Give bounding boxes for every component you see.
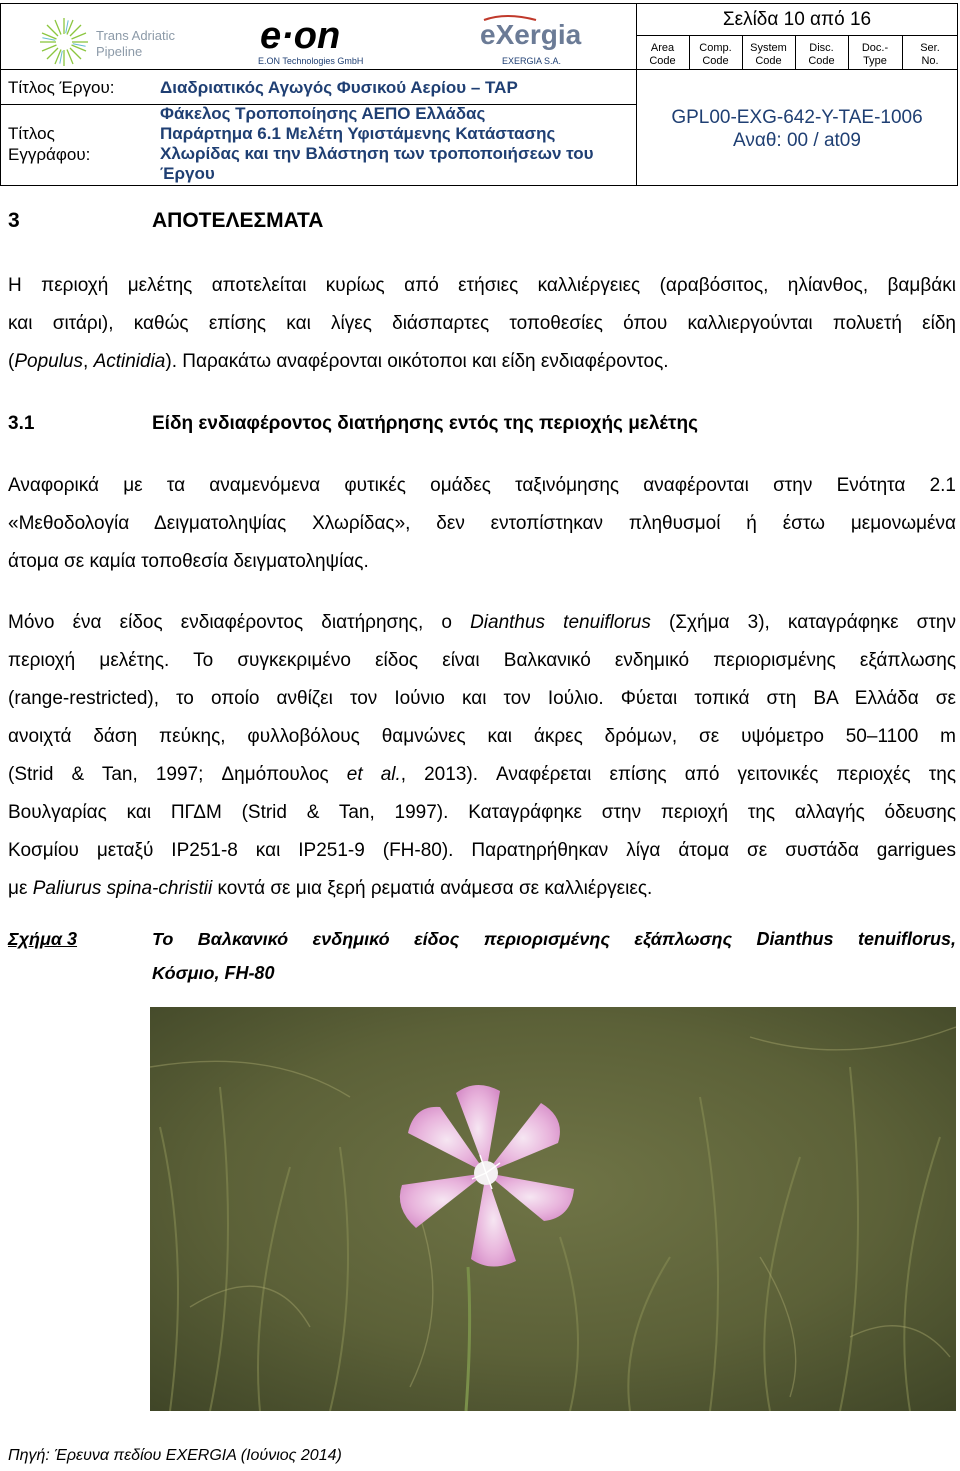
code-header-disc: Disc. Code xyxy=(808,42,835,67)
figure-source: Πηγή: Έρευνα πεδίου EXERGIA (Ιούνιος 2014) xyxy=(8,1447,342,1464)
figure-label: Σχήμα 3 xyxy=(8,929,78,949)
code-header-system: System Code xyxy=(750,42,787,67)
section-number: 3 xyxy=(8,209,20,232)
flower-photo xyxy=(150,1007,956,1411)
project-title: Διαδριατικός Αγωγός Φυσικού Αερίου – TAP xyxy=(160,78,518,97)
doc-title: Φάκελος Τροποποίησης ΑΕΠΟ Ελλάδας Παράρτημα 6.1 Μελέτη Υφιστάμενης Κατάστασης Χλωρίδας και την Βλάστηση των τροποποιήσεων του Έργου xyxy=(160,104,594,183)
revision: Αναθ: 00 / at09 xyxy=(733,130,861,151)
project-title-label: Τίτλος Έργου: xyxy=(8,78,115,97)
doc-title-label-1: Τίτλος xyxy=(8,124,55,143)
code-header-serno: Ser. No. xyxy=(920,42,940,67)
subsection-title: Είδη ενδιαφέροντος διατήρησης εντός της περιοχής μελέτης xyxy=(152,413,698,434)
figure-caption-line-1: Το Βαλκανικό ενδημικό είδος περιορισμένης εξάπλωσης Dianthus tenuiflorus, xyxy=(152,929,956,949)
code-header-comp: Comp. Code xyxy=(699,42,732,67)
code-header-doctype: Doc.- Type xyxy=(861,42,889,67)
tap-logo-text-1: Trans Adriatic xyxy=(96,28,175,43)
header-divider xyxy=(636,35,958,36)
document-code: GPL00-EXG-642-Y-TAE-1006 xyxy=(671,107,923,128)
section-title: ΑΠΟΤΕΛΕΣΜΑΤΑ xyxy=(152,209,324,232)
tap-logo xyxy=(38,14,188,70)
eon-subtitle: E.ON Technologies GmbH xyxy=(258,56,364,66)
paragraph-1: Αναφορικά με τα αναμενόμενα φυτικές ομάδες ταξινόμησης αναφέρονται στην Ενότητα 2.1 «Μεθοδολογία Δειγματοληψίας Χλωρίδας», δεν εντοπίστηκαν πληθυσμοί ή έστω μεμονωμένα άτομα σε καμία τοποθεσία δειγματοληψίας. xyxy=(8,475,956,572)
svg-text:eXergia: eXergia xyxy=(480,19,582,50)
figure-caption-line-2: Κόσμιο, FH-80 xyxy=(152,963,275,983)
exergia-subtitle: EXERGIA S.A. xyxy=(502,56,562,66)
doc-title-label-2: Εγγράφου: xyxy=(8,145,91,164)
tap-logo-text-2: Pipeline xyxy=(96,44,143,59)
svg-text:e·on: e·on xyxy=(260,15,341,57)
paragraph-2: Μόνο ένα είδος ενδιαφέροντος διατήρησης, ο Dianthus tenuiflorus (Σχήμα 3), καταγράφηκε στην περιοχή μελέτης. Το συγκεκριμένο είδος είναι Βαλκανικό ενδημικό περιορισμένης εξάπλωσης (range-restricted), το οποίο ανθίζει τον Ιούνιο και τον Ιούλιο. Φύεται τοπικά στη ΒΑ Ελλάδα σε ανοιχτά δάση πεύκης, φυλλοβόλους θαμνώνες και άκρες δρόμων, σε υψόμετρο 50–1100 m (Strid & Tan, 1997; Δημόπουλος et al., 2013). Αναφέρεται επίσης από γειτονικές περιοχές της Βουλγαρίας και ΠΓΔΜ (Strid & Tan, 1997). Καταγράφηκε στην περιοχή της αλλαγής όδευσης Κοσμίου μεταξύ IP251-8 και IP251-9 (FH-80). Παρατηρήθηκαν λίγα άτομα σε συστάδα garrigues με Paliurus spina-christii κοντά σε μια ξερή ρεματιά ανάμεσα σε καλλιέργειες. xyxy=(8,612,956,899)
page-number: Σελίδα 10 από 16 xyxy=(722,9,872,30)
code-header-area: Area Code xyxy=(649,42,676,67)
subsection-number: 3.1 xyxy=(8,413,35,434)
intro-paragraph: Η περιοχή μελέτης αποτελείται κυρίως από ετήσιες καλλιέργειες (αραβόσιτος, ηλίανθος, βαμβάκι και σιτάρι), καθώς επίσης και λίγες διάσπαρτες τοποθεσίες όπου καλλιεργούνται πολυετή είδη (Populus, Actinidia). Παρακάτω αναφέρονται οικότοποι και είδη ενδιαφέροντος. xyxy=(8,275,956,372)
